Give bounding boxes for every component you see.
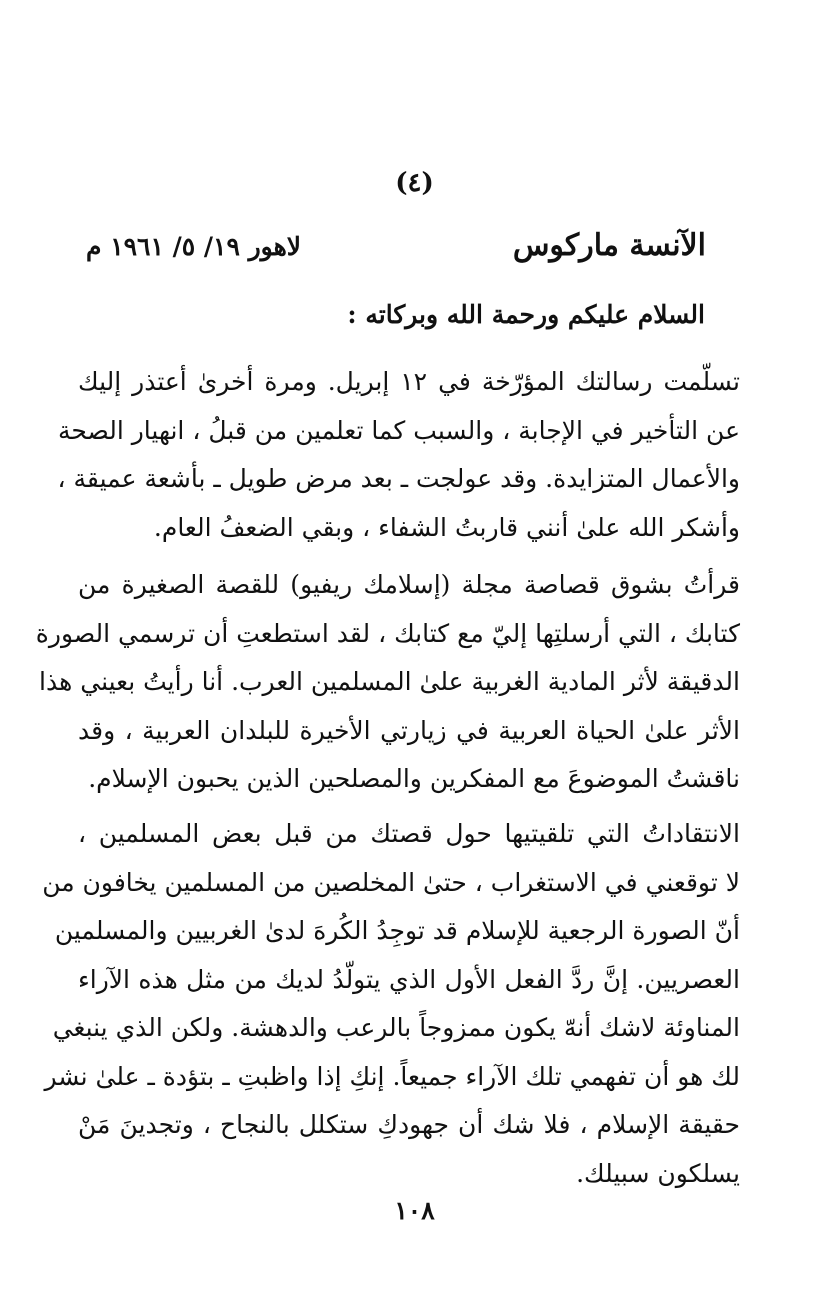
paragraph-line: قرأتُ بشوق قصاصة مجلة (إسلامك ريفيو) للقصة الصغيرة من	[78, 570, 740, 599]
paragraph-line: العصريين. إنَّ ردَّ الفعل الأول الذي يتولّدُ لديك من مثل هذه الآراء	[78, 964, 740, 994]
paragraph-3	[42, 810, 740, 1198]
salutation: السلام عليكم ورحمة الله وبركاته :	[347, 300, 705, 329]
paragraph-line: المناوئة لاشك أنهّ يكون ممزوجاً بالرعب والدهشة. ولكن الذي ينبغي	[52, 1013, 740, 1042]
paragraph-line: كتابك ، التي أرسلتِها إليّ مع كتابك ، لقد استطعتِ أن ترسمي الصورة	[35, 618, 740, 648]
paragraph-line: الأثر علىٰ الحياة العربية في زيارتي الأخيرة للبلدان العربية ، وقد	[78, 715, 740, 745]
paragraph-1	[57, 358, 741, 552]
recipient-name: الآنسة ماركوس	[512, 228, 706, 263]
paragraph-2	[35, 561, 740, 804]
paragraph-line: لا توقعني في الاستغراب ، حتىٰ المخلصين من المسلمين يخافون من	[42, 867, 740, 897]
paragraph-line: عن التأخير في الإجابة ، والسبب كما تعلمين من قبلُ ، انهيار الصحة	[57, 415, 740, 445]
paragraph-line: حقيقة الإسلام ، فلا شك أن جهودكِ ستكلل بالنجاح ، وتجدينَ مَنْ	[78, 1110, 740, 1139]
paragraph-line: وأشكر الله علىٰ أنني قاربتُ الشفاء ، وبقي الضعفُ العام.	[153, 512, 740, 542]
paragraph-line: أنّ الصورة الرجعية للإسلام قد توجِدُ الكُرهَ لدىٰ الغربيين والمسلمين	[54, 916, 740, 945]
paragraph-line: لك هو أن تفهمي تلك الآراء جميعاً. إنكِ إذا واظبتِ ـ بتؤدة ـ علىٰ نشر	[44, 1061, 740, 1091]
paragraph-line: ناقشتُ الموضوعَ مع المفكرين والمصلحين الذين يحبون الإسلام.	[88, 764, 740, 793]
paragraph-line: يسلكون سبيلك.	[576, 1158, 740, 1188]
paragraph-line: الدقيقة لأثر المادية الغربية علىٰ المسلمين العرب. أنا رأيتُ بعيني هذا	[39, 667, 740, 696]
paragraph-line: تسلّمت رسالتك المؤرّخة في ١٢ إبريل. ومرة أخرىٰ أعتذر إليك	[78, 367, 741, 396]
paragraph-line: والأعمال المتزايدة. وقد عولجت ـ بعد مرض طويل ـ بأشعة عميقة ،	[57, 464, 740, 493]
paragraph-line: الانتقاداتُ التي تلقيتيها حول قصتك من قبل بعض المسلمين ،	[78, 819, 740, 848]
letter-number: (٤)	[395, 168, 434, 198]
page-number: ١٠٨	[394, 1196, 435, 1225]
place-date: لاهور ١٩/ ٥/ ١٩٦١ م	[86, 232, 302, 261]
letter-header	[86, 228, 706, 272]
